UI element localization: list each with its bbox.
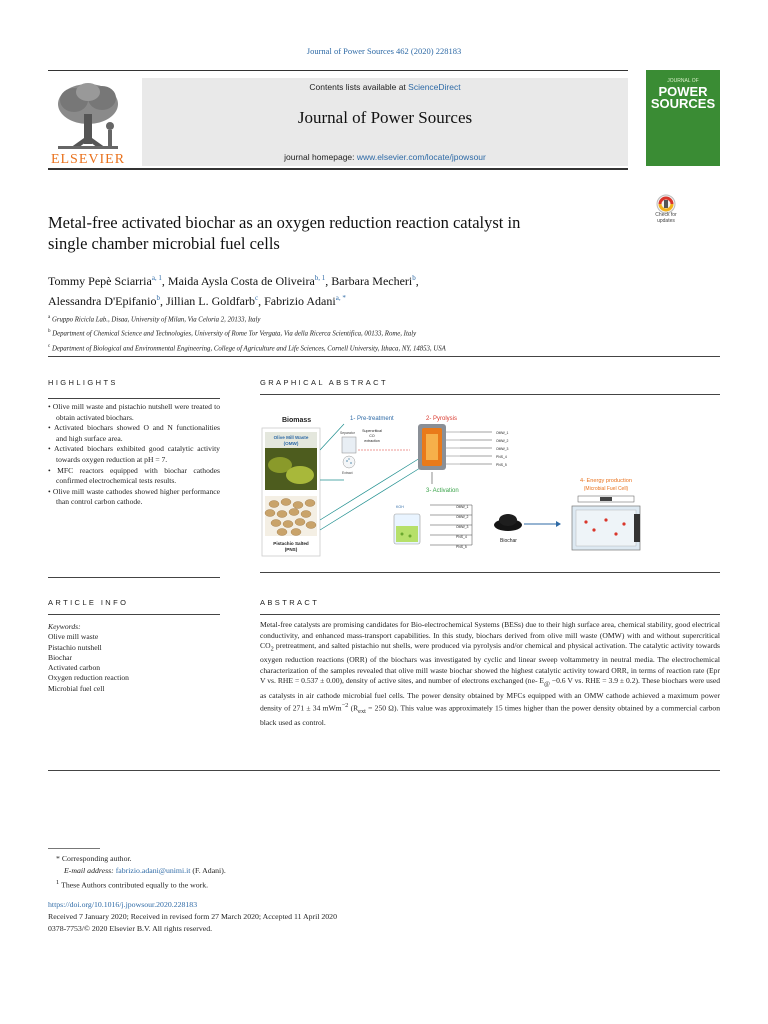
- highlights-heading: HIGHLIGHTS: [48, 378, 118, 387]
- graphical-abstract-rule: [260, 394, 720, 395]
- abstract-rule: [260, 614, 720, 615]
- affil-text: Gruppo Ricicla Lab., Disaa, University of Milan, Via Celoria 2, 20133, Italy: [51, 316, 261, 324]
- author-name: , Barbara Mecheri: [325, 274, 413, 288]
- ga-act-output: OMW_2: [456, 515, 469, 519]
- author-name: , Jillian L. Goldfarb: [159, 294, 255, 308]
- section-divider: [48, 356, 720, 357]
- sciencedirect-link[interactable]: ScienceDirect: [408, 82, 461, 92]
- author-affil-mark[interactable]: b: [156, 294, 160, 302]
- masthead-bottom-rule: [48, 168, 628, 170]
- footnotes: [48, 853, 548, 892]
- ga-pns-label: Pistachio Salted: [273, 541, 309, 546]
- abstract-bottom-rule: [48, 770, 720, 771]
- ga-sc-label-3: extraction: [364, 439, 380, 443]
- graphical-abstract-heading: GRAPHICAL ABSTRACT: [260, 378, 388, 387]
- ga-extract-label: Extract: [342, 471, 353, 475]
- abstract-superscript: −2: [341, 702, 349, 710]
- ga-step4-label-1: 4- Energy production: [580, 478, 632, 484]
- cover-title-line2: SOURCES: [650, 96, 716, 111]
- ga-act-output: PNS_4: [456, 535, 467, 539]
- author-affil-mark[interactable]: c: [254, 294, 259, 302]
- title-line-2: single chamber microbial fuel cells: [48, 234, 280, 253]
- ga-sc-label-2: CO: [369, 434, 375, 438]
- article-info-rule: [48, 614, 220, 615]
- corresponding-footnote: [48, 853, 548, 865]
- highlight-text: Activated biochars showed O and N functionalities and high surface area.: [53, 423, 220, 443]
- abstract-text-part: = 250 Ω). This value was approximately 15 times higher than the power density obtained by a commercial carbon black used as control.: [260, 703, 720, 727]
- affiliation-a: [48, 312, 688, 326]
- highlight-item: • Olive mill waste and pistachio nutshell were treated to obtain activated biochars.: [48, 402, 220, 422]
- abstract-text-part: pretreatment, and salted pistachio nut shells, were produced via pyrolysis and/or chemical and physical activation. The catalytic activity towards oxygen reduction reactions (ORR) of the biochars was investigated by cyclic and linear sweep voltammetry in neutral media. The electrochemical characterization of the samples revealed that olive mill waste biochar showed the highest catalytic activity toward ORR, in terms of reaction rate (Epr V vs. RHE = 0.537 ± 0.00), density of active sites, and number of electrons exchanged (ne- E: [260, 641, 720, 686]
- abstract-subscript: 2: [270, 645, 274, 653]
- author-name: Alessandra D'Epifanio: [48, 294, 157, 308]
- affil-text: Department of Chemical Science and Technologies, University of Rome Tor Vergata, Via della Ricerca Scientifica, 00133, Rome, Italy: [52, 330, 417, 338]
- author-affil-mark[interactable]: b, 1: [314, 274, 326, 282]
- cover-title-line1: POWER: [658, 84, 708, 99]
- abstract-body: [260, 620, 720, 728]
- author-affil-mark[interactable]: a, 1: [151, 274, 162, 282]
- ga-act-output: OMW_3: [456, 525, 469, 529]
- masthead-top-rule: [48, 70, 628, 71]
- ga-pyro-output: OMW_1: [496, 431, 509, 435]
- graphical-abstract-figure[interactable]: [260, 410, 650, 560]
- author-name: , Maida Aysla Costa de Oliveira: [161, 274, 315, 288]
- journal-name: Journal of Power Sources: [297, 108, 473, 127]
- highlights-list: [48, 398, 220, 578]
- affiliations: [48, 312, 688, 355]
- ga-pyro-output: PNS_5: [496, 463, 507, 467]
- ga-cathode: [634, 514, 640, 542]
- highlight-item: • Olive mill waste cathodes showed higher performance than control carbon cathode.: [48, 486, 220, 507]
- footnote-text: Corresponding author.: [61, 854, 132, 863]
- ga-extract-flask: [343, 456, 355, 468]
- ga-omw-abbr: (OMW): [283, 441, 299, 446]
- keyword-item: Oxygen reduction reaction: [48, 673, 129, 683]
- email-suffix: (F. Adani).: [190, 866, 226, 875]
- keyword-item: Microbial fuel cell: [48, 683, 105, 693]
- email-footnote: [48, 865, 548, 877]
- journal-homepage-link[interactable]: www.elsevier.com/locate/jpowsour: [356, 152, 486, 162]
- author-separator: ,: [415, 274, 419, 288]
- ga-step1-label: 1- Pre-treatment: [350, 416, 394, 422]
- contents-line: [142, 82, 628, 92]
- highlight-text: MFC reactors equipped with biochar cathodes confirmed electrochemical tests results.: [56, 465, 220, 486]
- keyword-item: Pistachio nutshell: [48, 642, 102, 652]
- author-name: Tommy Pepè Sciarria: [48, 274, 152, 288]
- affil-mark: a: [48, 315, 51, 320]
- ga-pyro-output: OMW_2: [496, 439, 509, 443]
- keywords-label: Keywords:: [48, 622, 81, 631]
- affil-mark: b: [48, 329, 51, 335]
- ga-step4-label-2: (Microbial Fuel Cell): [583, 486, 629, 492]
- ga-act-output: OMW_1: [456, 505, 469, 509]
- highlight-item: • MFC reactors equipped with biochar cathodes confirmed electrochemical tests results.: [48, 465, 220, 486]
- abstract-text-part: −0.6 V vs. RHE = 3.9 ± 0.2). These biochars were used as catalysts in air cathode microbial fuel cells. The power density obtained by MFCs equipped with an OMW cathode achieved a maximum power density of 271 ± 34 mWm: [260, 676, 720, 713]
- authors-line-2: [48, 290, 668, 310]
- highlight-text: Olive mill waste and pistachio nutshell were treated to obtain activated biochars.: [52, 402, 220, 422]
- author-affil-mark[interactable]: b: [412, 274, 416, 282]
- highlight-item: • Activated biochars exhibited good catalytic activity towards oxygen reduction at pH = 7.: [48, 444, 220, 464]
- ga-separator-label: Separator: [340, 431, 355, 435]
- email-label: E-mail address:: [64, 866, 114, 875]
- author-list: [48, 270, 668, 310]
- highlight-text: Olive mill waste cathodes showed higher performance than control carbon cathode.: [52, 486, 220, 507]
- email-link[interactable]: fabrizio.adani@unimi.it: [115, 866, 191, 875]
- copyright-line: 0378-7753/© 2020 Elsevier B.V. All rights reserved.: [48, 924, 213, 933]
- footnote-mark: 1: [56, 879, 60, 886]
- ga-biochar-label: Biochar: [500, 538, 517, 544]
- affil-text: Department of Biological and Environmental Engineering, College of Agriculture and Life Sciences, Cornell University, Ithaca, NY, 14853, USA: [51, 344, 446, 352]
- authors-line-1: [48, 270, 668, 290]
- cover-small-text: JOURNAL OF: [667, 78, 699, 84]
- doi-link[interactable]: https://doi.org/10.1016/j.jpowsour.2020.228183: [48, 900, 198, 909]
- keyword-item: Olive mill waste: [48, 632, 99, 642]
- highlight-text: Activated biochars exhibited good catalytic activity towards oxygen reduction at pH = 7.: [54, 444, 220, 464]
- author-name: , Fabrizio Adani: [258, 294, 336, 308]
- publication-info: [48, 899, 548, 935]
- ga-step3-label: 3- Activation: [426, 488, 459, 494]
- keyword-item: Biochar: [48, 652, 73, 662]
- equal-contribution-footnote: [48, 877, 548, 892]
- abstract-subscript: @: [544, 681, 550, 688]
- contents-prefix: Contents lists available at: [309, 82, 409, 92]
- check-label-line1: Check for: [655, 212, 677, 218]
- ga-sc-label-1: Supercritical: [362, 429, 382, 433]
- footnote-mark: *: [56, 854, 60, 863]
- ga-separator-vessel: [342, 437, 356, 453]
- cover-title: [646, 86, 720, 110]
- ga-pns-abbr: (PNS): [284, 547, 298, 552]
- affil-mark: c: [48, 343, 51, 349]
- homepage-line: [142, 152, 628, 162]
- ga-step2-label: 2- Pyrolysis: [426, 416, 458, 422]
- abstract-heading: ABSTRACT: [260, 598, 320, 607]
- keywords-block: [48, 622, 220, 694]
- article-title: [48, 212, 648, 254]
- affiliation-b: [48, 326, 688, 340]
- ga-koh-label: KOH: [396, 505, 404, 509]
- highlight-item: • Activated biochars showed O and N functionalities and high surface area.: [48, 423, 220, 443]
- graphical-abstract-bottom-rule: [260, 572, 720, 573]
- title-line-1: Metal-free activated biochar as an oxygen reduction reaction catalyst in: [48, 213, 521, 232]
- footnote-text: These Authors contributed equally to the work.: [61, 880, 209, 890]
- ga-pyro-output: OMW_3: [496, 447, 509, 451]
- abstract-text-part: (R: [348, 703, 359, 713]
- received-dates: Received 7 January 2020; Received in revised form 27 March 2020; Accepted 11 April 2020: [48, 912, 337, 921]
- keyword-item: Activated carbon: [48, 663, 101, 673]
- author-affil-mark[interactable]: a, *: [335, 294, 346, 302]
- ga-omw-label: Olive Mill Waste: [273, 435, 309, 440]
- abstract-text-part: Metal-free catalysts are promising candidates for Bio-electrochemical Systems (BESs) due to their high surface area, chemical stability, good electrical conductivity, and enhanced mass-transport capabilities. In this study, biochars derived from olive mill waste (OMW) with and without supercritical CO: [260, 620, 720, 651]
- abstract-subscript: ext: [358, 708, 366, 716]
- article-info-heading: ARTICLE INFO: [48, 598, 129, 607]
- ga-biomass-label: Biomass: [282, 417, 312, 424]
- ga-act-output: PNS_5: [456, 545, 467, 549]
- check-label-line2: updates: [657, 218, 675, 224]
- homepage-prefix: journal homepage:: [284, 152, 357, 162]
- check-for-updates-label[interactable]: [647, 212, 685, 224]
- footnote-rule: [48, 848, 100, 849]
- ga-pyro-output: PNS_4: [496, 455, 507, 459]
- publisher-wordmark: ELSEVIER: [50, 152, 126, 167]
- affiliation-c: [48, 341, 688, 355]
- journal-reference[interactable]: Journal of Power Sources 462 (2020) 228183: [306, 46, 462, 56]
